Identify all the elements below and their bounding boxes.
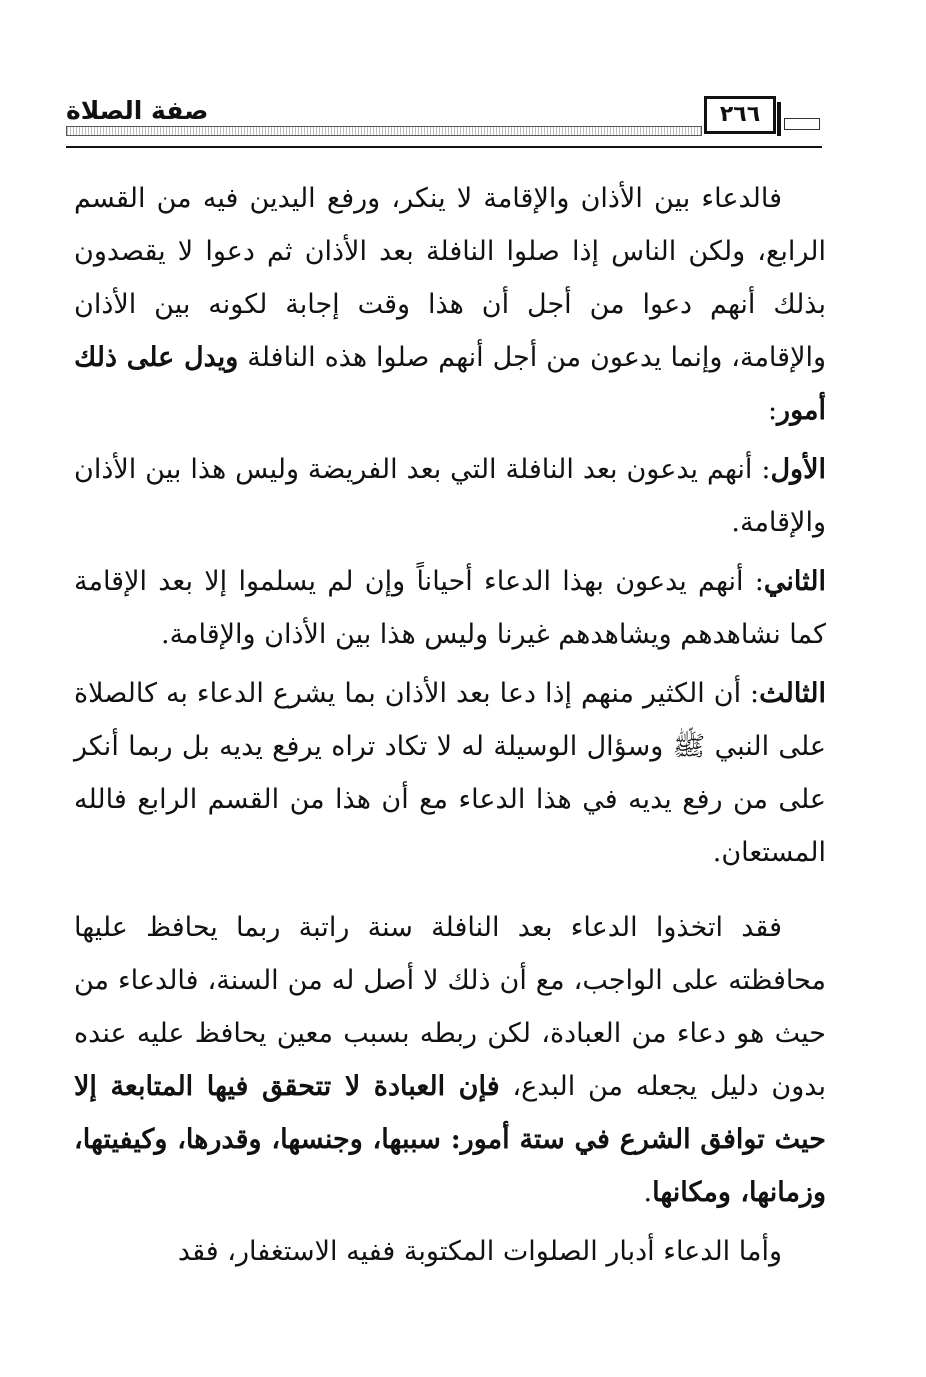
text-run: فالدعاء بين الأذان والإقامة لا ينكر، ورفع اليدين فيه من القسم الرابع، ولكن الناس إذا صلوا النافلة بعد الأذان ثم دعوا لا يقصدون بذلك أنهم دعوا من أجل أن هذا وقت إجابة لكونه بين الأذان والإقامة، وإنما يدعون من أجل أنهم صلوا هذه النافلة	[74, 183, 827, 373]
bold-text-run: فإن العبادة لا تتحقق فيها المتابعة إلا حيث توافق الشرع في ستة أمور: سببها، وجنسها، وقدرها، وكيفيتها، وزمانها، ومكانها	[74, 1071, 826, 1208]
text-run: : أنهم يدعون بعد النافلة التي بعد الفريضة وليس هذا بين الأذان والإقامة.	[74, 454, 826, 538]
header-rule	[66, 146, 822, 148]
page-header	[66, 96, 822, 150]
point-label-first: الأول	[770, 454, 826, 485]
text-run: :	[767, 395, 778, 426]
running-title: صفة الصلاة	[66, 96, 209, 125]
point-label-second: الثاني	[763, 566, 826, 597]
paragraph-first-point	[74, 443, 826, 549]
text-run: .	[643, 1177, 653, 1208]
paragraph-closing	[74, 1225, 826, 1278]
paragraph-intro	[74, 172, 826, 437]
text-run: فقد اتخذوا الدعاء بعد النافلة سنة راتبة ربما يحافظ عليها محافظته على الواجب، مع أن ذلك لا أصل له من السنة، فالدعاء من حيث هو دعاء من العبادة، لكن ربطه بسبب معين يحافظ عليه عنده بدون دليل يجعله من البدع،	[74, 912, 826, 1102]
paragraph-third-point	[74, 667, 826, 879]
header-ornament-band	[66, 126, 702, 136]
text-run: وأما الدعاء أدبار الصلوات المكتوبة ففيه الاستغفار، فقد	[177, 1236, 782, 1267]
page-body-text	[74, 172, 826, 1284]
text-run: : أن الكثير منهم إذا دعا بعد الأذان بما يشرع الدعاء به كالصلاة على النبي ﷺ وسؤال الوسيلة له لا تكاد تراه يرفع يديه بل ربما أنكر على من رفع يديه في هذا الدعاء مع أن هذا من القسم الرابع فالله المستعان.	[74, 678, 826, 868]
paragraph-conclusion	[74, 901, 826, 1219]
point-label-third: الثالث	[759, 678, 826, 709]
header-ornament-end	[784, 118, 820, 130]
bold-text-run: ويدل على ذلك أمور	[74, 342, 826, 426]
page-number: ٢٦٦	[704, 96, 776, 134]
text-run: : أنهم يدعون بهذا الدعاء أحياناً وإن لم يسلموا إلا بعد الإقامة كما نشاهدهم ويشاهدهم غيرنا وليس هذا بين الأذان والإقامة.	[74, 566, 826, 650]
paragraph-second-point	[74, 555, 826, 661]
